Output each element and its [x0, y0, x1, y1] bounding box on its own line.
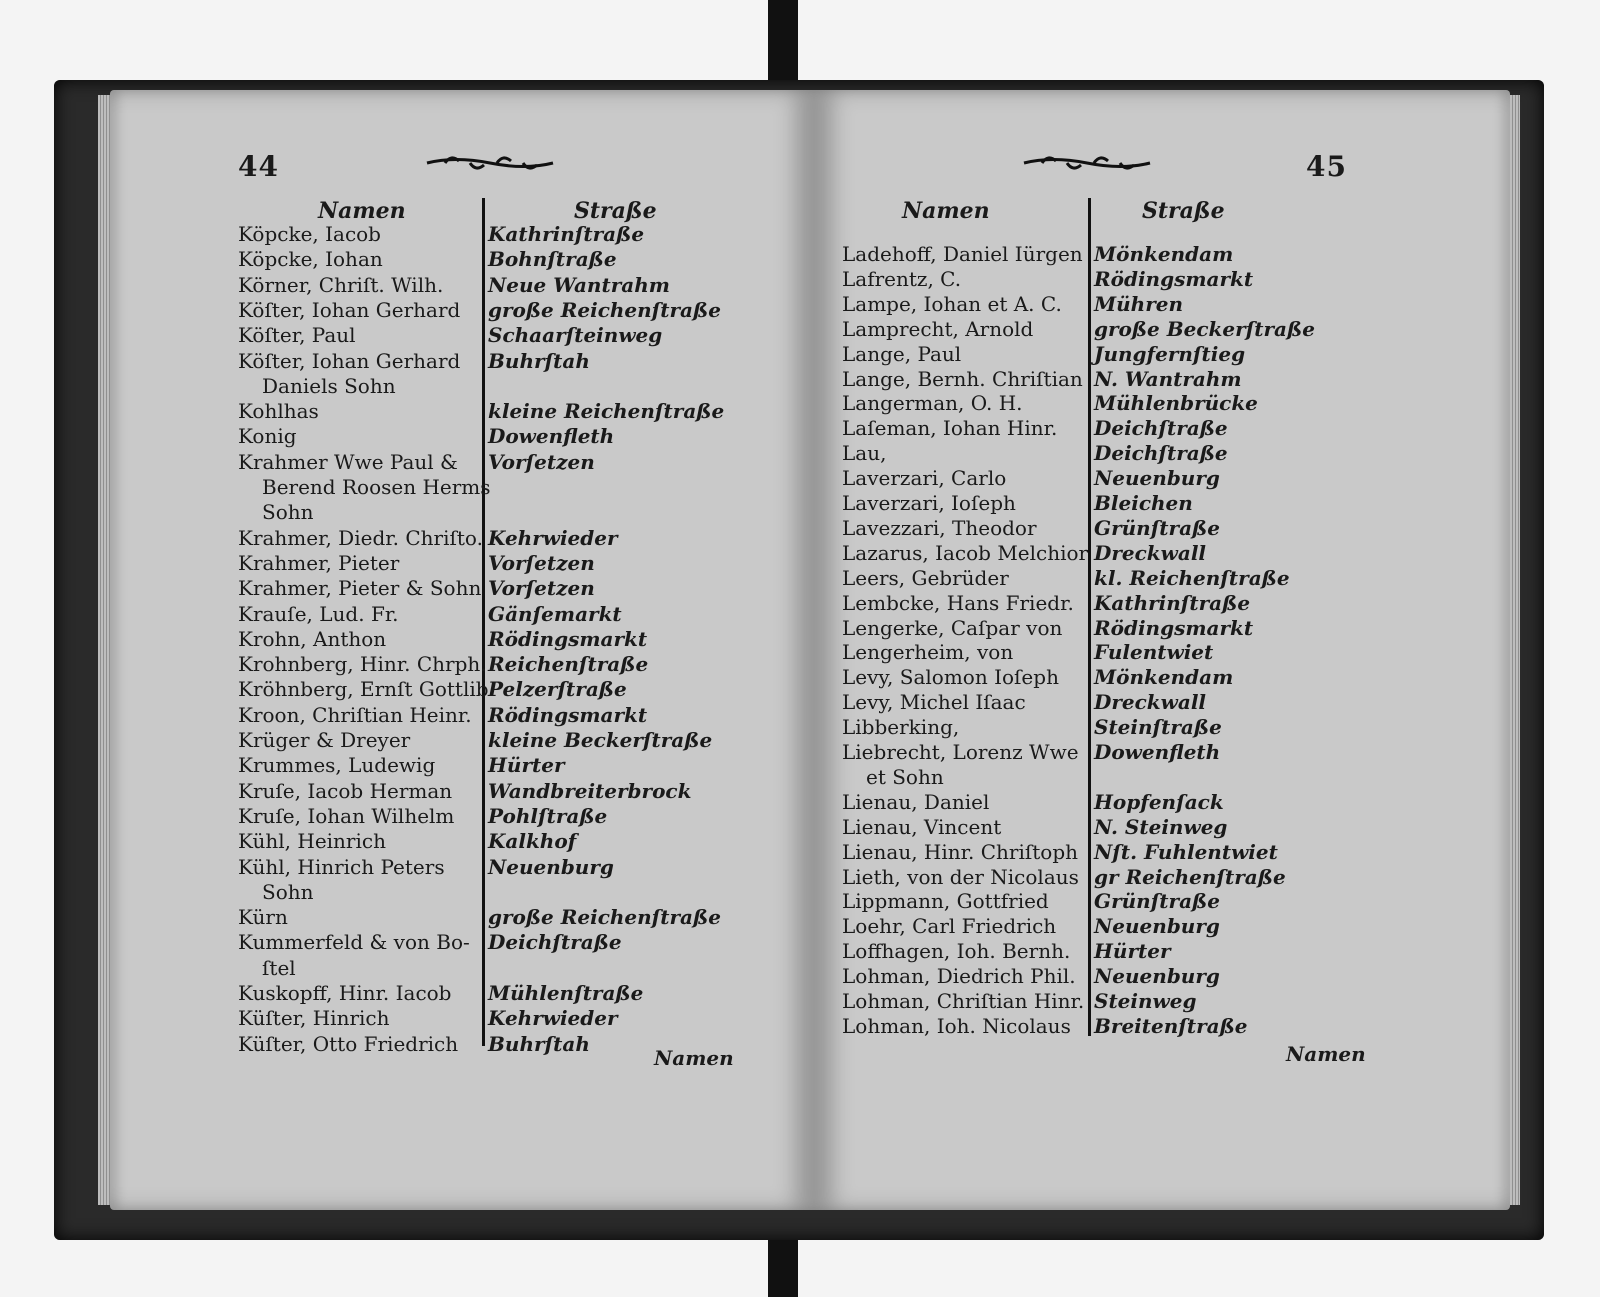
- entry-name: Köſter, Iohan Gerhard: [238, 297, 461, 322]
- column-header-names: Namen: [318, 198, 406, 224]
- entry-street: Reichenſtraße: [488, 652, 649, 677]
- entry-street: Hürter: [1094, 939, 1171, 964]
- entry-name: Lembcke, Hans Friedr.: [842, 590, 1074, 615]
- entry-name: Köpcke, Iohan: [238, 247, 383, 272]
- entry-name: Krüger & Dreyer: [238, 728, 411, 752]
- entry-name: Krahmer, Pieter: [238, 550, 400, 575]
- entry-name: Krauſe, Lud. Fr.: [238, 601, 399, 626]
- entry-name: Lengerheim, von: [842, 640, 1014, 665]
- entry-name: Lafrentz, C.: [842, 266, 962, 291]
- entry-name: Krahmer, Pieter & Sohn: [238, 576, 482, 601]
- entry-name: Köſter, Iohan Gerhard: [238, 348, 461, 373]
- entry-name: Kummerfeld & von Bo-: [238, 930, 470, 955]
- entry-street: Dowenfleth: [488, 424, 615, 449]
- entry-name: Laverzari, Ioſeph: [842, 491, 1016, 515]
- right-page: [814, 90, 1510, 1210]
- entry-street: Rödingsmarkt: [1094, 266, 1254, 291]
- entry-name: Lienau, Daniel: [842, 789, 990, 814]
- entry-name: Kühl, Hinrich Peters: [238, 854, 445, 879]
- entry-name: Loffhagen, Ioh. Bernh.: [842, 939, 1071, 964]
- entry-name: Lange, Bernh. Chriſtian: [842, 366, 1083, 391]
- entry-street: Pohlſtraße: [488, 803, 608, 828]
- entry-street: Buhrſtah: [488, 348, 590, 373]
- entry-name: Sohn: [262, 879, 314, 904]
- entry-street: große Reichenſtraße: [488, 297, 721, 322]
- entry-street: Vorſetzen: [488, 550, 595, 575]
- entry-name: Lamprecht, Arnold: [842, 316, 1034, 341]
- entry-name: Lampe, Iohan et A. C.: [842, 291, 1062, 316]
- entry-street: Hürter: [488, 753, 565, 778]
- entry-street: Wandbreiterbrock: [488, 778, 692, 803]
- entry-name: Lau,: [842, 441, 887, 466]
- entry-name: Laſeman, Iohan Hinr.: [842, 416, 1058, 441]
- entry-street: N. Wantrahm: [1094, 366, 1242, 391]
- entry-name: Krohnberg, Hinr. Chrph.: [238, 652, 487, 677]
- entry-name: Köpcke, Iacob: [238, 222, 381, 246]
- entry-street: Neue Wantrahm: [488, 272, 670, 297]
- entry-street: kleine Beckerſtraße: [488, 728, 713, 752]
- entry-name: Laverzari, Carlo: [842, 466, 1007, 491]
- entry-street: große Reichenſtraße: [488, 905, 721, 930]
- entry-name: Lienau, Hinr. Chriſtoph: [842, 839, 1079, 864]
- entry-name: ſtel: [262, 955, 296, 980]
- entry-name: et Sohn: [866, 764, 944, 789]
- entry-street: Steinſtraße: [1094, 715, 1222, 740]
- entry-street: Bohnſtraße: [488, 247, 617, 272]
- entry-street: Deichſtraße: [488, 930, 622, 955]
- entry-street: Gänſemarkt: [488, 601, 622, 626]
- entry-name: Lavezzari, Theodor: [842, 515, 1037, 540]
- entry-street: Neuenburg: [488, 854, 614, 879]
- entry-name: Levy, Salomon Ioſeph: [842, 665, 1059, 690]
- entry-name: Sohn: [262, 500, 314, 525]
- column-header-names: Namen: [902, 198, 990, 224]
- entry-street: Rödingsmarkt: [488, 702, 648, 727]
- column-divider: [1088, 198, 1091, 1036]
- entry-street: Mühren: [1094, 291, 1184, 316]
- entry-street: gr Reichenſtraße: [1094, 864, 1286, 889]
- entry-street: Neuenburg: [1094, 964, 1220, 989]
- entry-name: Kruſe, Iacob Herman: [238, 778, 453, 803]
- entry-street: Dreckwall: [1094, 690, 1207, 715]
- catchword-right: Namen: [1286, 1042, 1366, 1066]
- entry-name: Kroon, Chriſtian Heinr.: [238, 702, 472, 727]
- entry-street: Kehrwieder: [488, 525, 618, 550]
- entry-name: Berend Roosen Herms: [262, 475, 491, 499]
- entry-street: Nſt. Fuhlentwiet: [1094, 839, 1278, 864]
- entry-name: Kürn: [238, 905, 288, 930]
- entry-street: Kathrinſtraße: [1094, 590, 1251, 615]
- catchword-left: Namen: [654, 1046, 734, 1070]
- entry-name: Levy, Michel Iſaac: [842, 690, 1026, 715]
- entry-name: Krahmer Wwe Paul &: [238, 449, 458, 474]
- entry-street: Neuenburg: [1094, 914, 1220, 939]
- entry-street: Kalkhof: [488, 829, 577, 854]
- entry-street: Rödingsmarkt: [488, 626, 648, 651]
- entry-street: N. Steinweg: [1094, 814, 1228, 839]
- entry-street: kleine Reichenſtraße: [488, 399, 725, 424]
- column-divider: [482, 198, 485, 1046]
- entry-street: große Beckerſtraße: [1094, 316, 1315, 341]
- entry-name: Lohman, Diedrich Phil.: [842, 964, 1076, 989]
- entry-name: Lieth, von der Nicolaus: [842, 864, 1079, 889]
- entry-name: Kühl, Heinrich: [238, 829, 386, 854]
- entry-street: Grünſtraße: [1094, 515, 1220, 540]
- entry-name: Kruſe, Iohan Wilhelm: [238, 803, 455, 828]
- entry-name: Köſter, Paul: [238, 323, 356, 348]
- entry-street: Fulentwiet: [1094, 640, 1214, 665]
- entry-name: Lange, Paul: [842, 341, 962, 366]
- entry-name: Lohman, Chriſtian Hinr.: [842, 989, 1085, 1013]
- entry-name: Loehr, Carl Friedrich: [842, 914, 1057, 939]
- entry-name: Lazarus, Iacob Melchior: [842, 540, 1089, 565]
- entry-street: Pelzerſtraße: [488, 677, 627, 702]
- page-number-right: 45: [1306, 150, 1347, 183]
- left-page: [110, 90, 814, 1210]
- entry-name: Krohn, Anthon: [238, 626, 387, 651]
- entry-name: Daniels Sohn: [262, 373, 396, 398]
- entry-street: Neuenburg: [1094, 466, 1220, 491]
- column-header-street: Straße: [574, 198, 657, 224]
- entry-name: Krahmer, Diedr. Chriſto.: [238, 525, 483, 550]
- entry-name: Küſter, Hinrich: [238, 1006, 390, 1031]
- entry-name: Krummes, Ludewig: [238, 753, 436, 778]
- entry-name: Körner, Chriſt. Wilh.: [238, 272, 444, 297]
- entry-street: Bleichen: [1094, 491, 1193, 515]
- entry-street: Mönkendam: [1094, 242, 1234, 266]
- entry-street: Deichſtraße: [1094, 416, 1228, 441]
- entry-name: Kuskopff, Hinr. Iacob: [238, 981, 452, 1005]
- entry-street: Mühlenſtraße: [488, 981, 644, 1005]
- entry-name: Lippmann, Gottfried: [842, 889, 1049, 914]
- entry-street: Hopfenſack: [1094, 789, 1224, 814]
- entry-name: Kohlhas: [238, 399, 319, 424]
- entry-street: kl. Reichenſtraße: [1094, 565, 1290, 590]
- ornament-vine-icon: [1022, 152, 1152, 174]
- entry-name: Konig: [238, 424, 297, 449]
- entry-name: Lengerke, Caſpar von: [842, 615, 1063, 640]
- entry-street: Dowenfleth: [1094, 740, 1221, 764]
- entry-street: Grünſtraße: [1094, 889, 1220, 914]
- entry-name: Libberking,: [842, 715, 960, 740]
- entry-street: Breitenſtraße: [1094, 1013, 1248, 1038]
- entry-name: Lienau, Vincent: [842, 814, 1002, 839]
- entry-street: Deichſtraße: [1094, 441, 1228, 466]
- entry-street: Mühlenbrücke: [1094, 391, 1258, 416]
- entry-name: Ladehoff, Daniel Iürgen: [842, 242, 1083, 266]
- entry-name: Kröhnberg, Ernſt Gottlib: [238, 677, 489, 702]
- entry-street: Schaarſteinweg: [488, 323, 663, 348]
- page-number-left: 44: [238, 150, 279, 183]
- entry-name: Leers, Gebrüder: [842, 565, 1009, 590]
- ornament-vine-icon: [425, 152, 555, 174]
- entry-street: Vorſetzen: [488, 449, 595, 474]
- entry-street: Steinweg: [1094, 989, 1197, 1013]
- column-header-street: Straße: [1142, 198, 1225, 224]
- entry-street: Rödingsmarkt: [1094, 615, 1254, 640]
- entry-street: Kehrwieder: [488, 1006, 618, 1031]
- entry-name: Langerman, O. H.: [842, 391, 1023, 416]
- entry-street: Kathrinſtraße: [488, 222, 645, 246]
- entry-street: Jungfernſtieg: [1094, 341, 1246, 366]
- entry-street: Mönkendam: [1094, 665, 1234, 690]
- entry-name: Lohman, Ioh. Nicolaus: [842, 1013, 1071, 1038]
- entry-name: Liebrecht, Lorenz Wwe: [842, 740, 1079, 764]
- entry-name: Küſter, Otto Friedrich: [238, 1031, 459, 1056]
- entry-street: Buhrſtah: [488, 1031, 590, 1056]
- entry-street: Vorſetzen: [488, 576, 595, 601]
- entry-street: Dreckwall: [1094, 540, 1207, 565]
